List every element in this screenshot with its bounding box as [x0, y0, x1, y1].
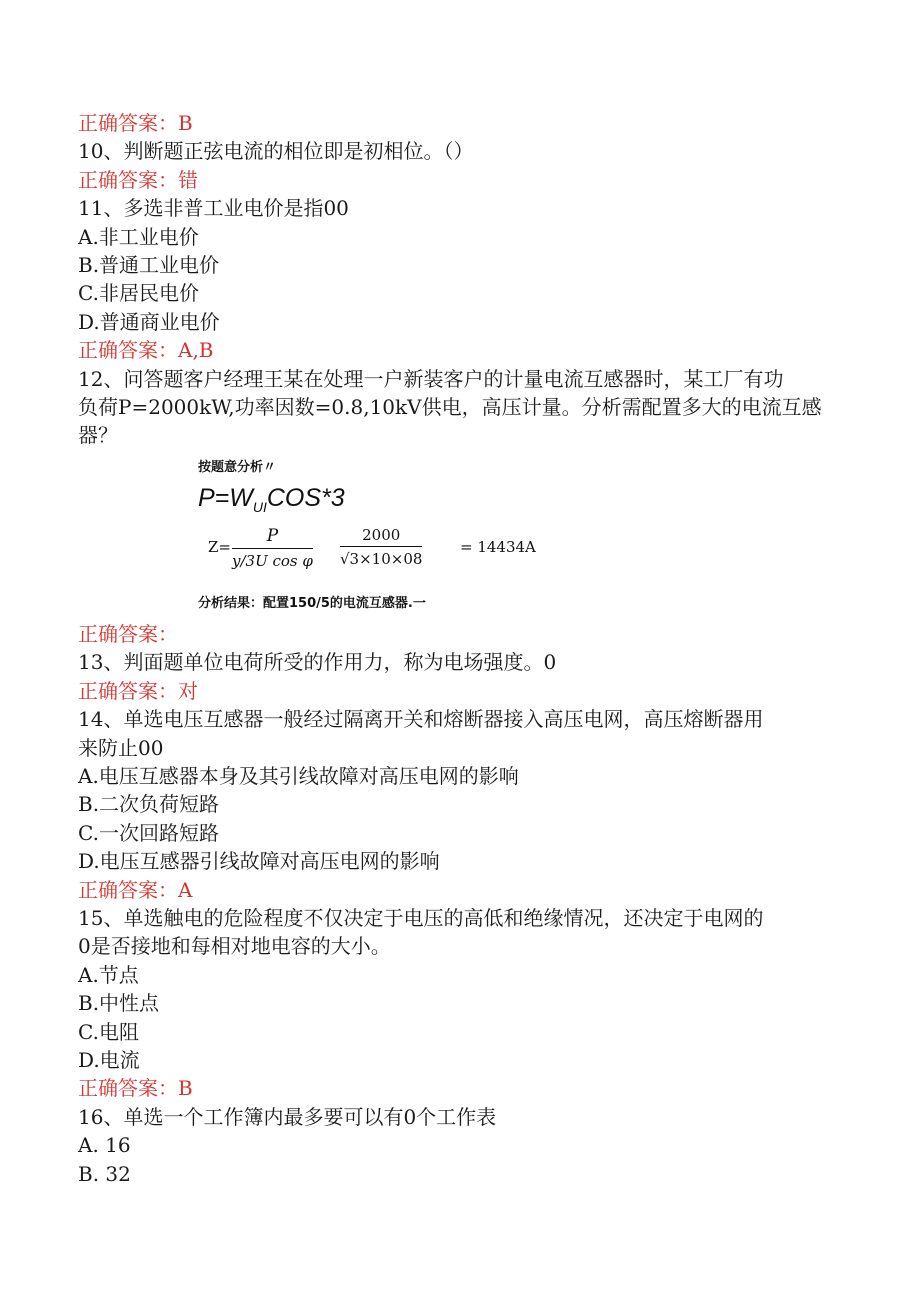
option-a: A.非工业电价	[78, 224, 199, 249]
question-12-line-1: 12、问答题客户经理王某在处理一户新装客户的计量电流互感器时，某工厂有功	[78, 366, 784, 391]
answer-line-q14: 正确答案：A	[78, 877, 193, 902]
formula-fraction-1	[232, 526, 313, 570]
formula-main: $P=W_{UI}COS*3$	[198, 483, 345, 515]
answer-line-q12: 正确答案：	[78, 621, 178, 646]
option-b: B.中性点	[78, 991, 160, 1016]
answer-line-q15: 正确答案：B	[78, 1076, 193, 1101]
question-list	[78, 109, 858, 1188]
formula-image	[198, 450, 858, 620]
option-d: D.电流	[78, 1047, 140, 1072]
answer-line-q10: 正确答案：错	[78, 167, 198, 192]
option-c: C.一次回路短路	[78, 820, 219, 845]
question-14-line-1: 14、单选电压互感器一般经过隔离开关和熔断器接入高压电网，高压熔断器用	[78, 707, 764, 732]
answer-line-q11: 正确答案：A,B	[78, 338, 214, 363]
option-a: A. 16	[78, 1133, 131, 1158]
option-b: B.普通工业电价	[78, 253, 220, 278]
answer-line-q9: 正确答案：B	[78, 111, 193, 135]
question-15-line-2: 0是否接地和每相对地电容的大小。	[78, 934, 391, 959]
formula-conclusion: 分析结果：配置150/5的电流互感器.一	[198, 595, 426, 611]
formula-result: = 14434A	[460, 537, 536, 556]
formula-heading: 按题意分析〃	[198, 459, 277, 475]
formula-z-label: Z=	[208, 537, 231, 556]
option-c: C.电阻	[78, 1019, 139, 1044]
option-a: A.节点	[78, 962, 139, 987]
option-d: D.电压互感器引线故障对高压电网的影响	[78, 849, 440, 874]
question-15-line-1: 15、单选触电的危险程度不仅决定于电压的高低和绝缘情况，还决定于电网的	[78, 905, 764, 930]
question-13: 13、判面题单位电荷所受的作用力，称为电场强度。0	[78, 650, 557, 675]
question-12-line-3: 器？	[78, 423, 118, 448]
question-12-line-2: 负荷P=2000kW,功率因数=0.8,10kV供电，高压计量。分析需配置多大的电流互感	[78, 395, 822, 420]
question-11: 11、多选非普工业电价是指00	[78, 196, 349, 221]
question-16: 16、单选一个工作簿内最多要可以有0个工作表	[78, 1104, 497, 1129]
fraction-2-numerator: 2000	[340, 526, 422, 547]
option-c: C.非居民电价	[78, 281, 199, 306]
fraction-2-denominator: √3×10×08	[340, 549, 423, 568]
fraction-1-denominator: y/3U cos φ	[232, 551, 313, 570]
formula-fraction-2	[340, 526, 422, 568]
option-b: B.二次负荷短路	[78, 792, 220, 817]
option-a: A.电压互感器本身及其引线故障对高压电网的影响	[78, 763, 519, 788]
fraction-1-numerator: P	[232, 526, 313, 549]
question-10: 10、判断题正弦电流的相位即是初相位。（）	[78, 139, 474, 164]
answer-line-q13: 正确答案：对	[78, 678, 198, 703]
option-b: B. 32	[78, 1161, 131, 1186]
question-14-line-2: 来防止00	[78, 735, 164, 760]
option-d: D.普通商业电价	[78, 309, 220, 334]
